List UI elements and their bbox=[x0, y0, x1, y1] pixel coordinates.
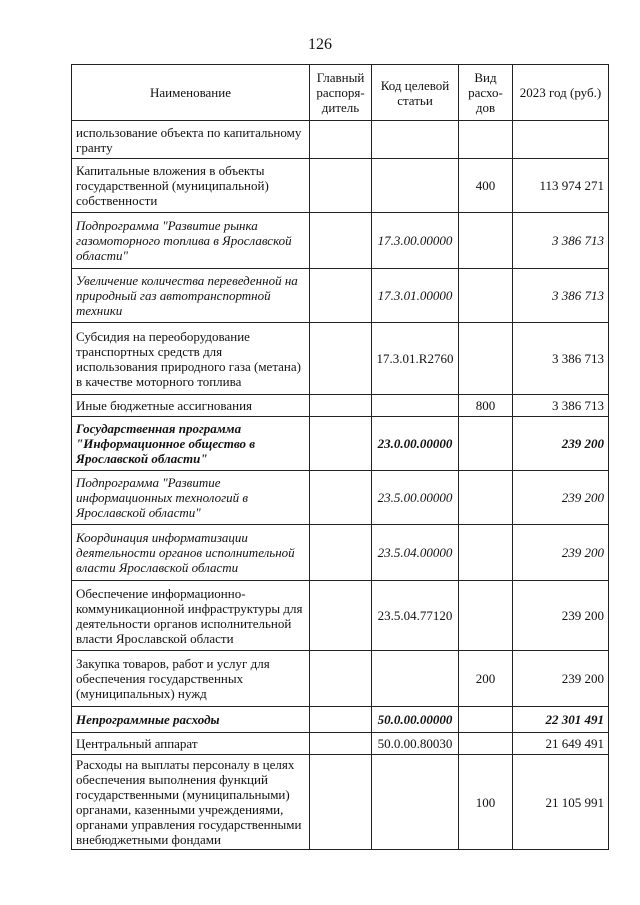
table-row bbox=[72, 581, 609, 651]
cell-main-manager bbox=[310, 581, 372, 651]
cell-amount bbox=[513, 121, 609, 159]
cell-target-code: 17.3.00.00000 bbox=[372, 213, 459, 269]
cell-main-manager bbox=[310, 159, 372, 213]
cell-expense-kind: 200 bbox=[459, 651, 513, 707]
cell-expense-kind bbox=[459, 213, 513, 269]
table-row bbox=[72, 651, 609, 707]
cell-target-code bbox=[372, 755, 459, 850]
cell-amount: 22 301 491 bbox=[513, 707, 609, 733]
cell-expense-kind bbox=[459, 525, 513, 581]
table-row bbox=[72, 417, 609, 471]
cell-amount: 239 200 bbox=[513, 581, 609, 651]
cell-name: Субсидия на переоборудование транспортных средств для использования природного газа (метана) в качестве моторного топлива bbox=[72, 323, 310, 395]
cell-name: Закупка товаров, работ и услуг для обеспечения государственных (муниципальных) нужд bbox=[72, 651, 310, 707]
cell-amount: 113 974 271 bbox=[513, 159, 609, 213]
cell-target-code: 23.5.04.77120 bbox=[372, 581, 459, 651]
cell-main-manager bbox=[310, 707, 372, 733]
cell-main-manager bbox=[310, 395, 372, 417]
cell-amount: 21 649 491 bbox=[513, 733, 609, 755]
table-row bbox=[72, 755, 609, 850]
cell-amount: 3 386 713 bbox=[513, 395, 609, 417]
cell-name: Подпрограмма "Развитие рынка газомоторного топлива в Ярославской области" bbox=[72, 213, 310, 269]
cell-amount: 239 200 bbox=[513, 651, 609, 707]
cell-amount: 239 200 bbox=[513, 417, 609, 471]
table-row bbox=[72, 121, 609, 159]
cell-target-code: 23.5.04.00000 bbox=[372, 525, 459, 581]
cell-name: Координация информатизации деятельности органов исполнительной власти Ярославской области bbox=[72, 525, 310, 581]
cell-amount: 3 386 713 bbox=[513, 213, 609, 269]
page-number: 126 bbox=[308, 36, 332, 53]
cell-amount: 239 200 bbox=[513, 525, 609, 581]
cell-name: Обеспечение информационно-коммуникационной инфраструктуры для деятельности органов исполнительной власти Ярославской области bbox=[72, 581, 310, 651]
cell-main-manager bbox=[310, 733, 372, 755]
cell-expense-kind: 100 bbox=[459, 755, 513, 850]
cell-main-manager bbox=[310, 269, 372, 323]
cell-expense-kind bbox=[459, 323, 513, 395]
cell-target-code: 17.3.01.R2760 bbox=[372, 323, 459, 395]
cell-name: Капитальные вложения в объекты государственной (муниципальной) собственности bbox=[72, 159, 310, 213]
header-name: Наименование bbox=[72, 65, 310, 121]
cell-expense-kind bbox=[459, 707, 513, 733]
table-row bbox=[72, 159, 609, 213]
cell-expense-kind bbox=[459, 269, 513, 323]
table-row bbox=[72, 707, 609, 733]
cell-main-manager bbox=[310, 651, 372, 707]
table-row bbox=[72, 395, 609, 417]
cell-target-code bbox=[372, 395, 459, 417]
cell-amount: 3 386 713 bbox=[513, 323, 609, 395]
table-row bbox=[72, 525, 609, 581]
cell-name: Государственная программа "Информационное общество в Ярославской области" bbox=[72, 417, 310, 471]
cell-target-code bbox=[372, 121, 459, 159]
cell-name: использование объекта по капитальному гранту bbox=[72, 121, 310, 159]
table-row bbox=[72, 471, 609, 525]
cell-target-code: 17.3.01.00000 bbox=[372, 269, 459, 323]
cell-main-manager bbox=[310, 471, 372, 525]
cell-target-code bbox=[372, 159, 459, 213]
table-row bbox=[72, 733, 609, 755]
cell-expense-kind bbox=[459, 581, 513, 651]
cell-name: Увеличение количества переведенной на природный газ автотранспортной техники bbox=[72, 269, 310, 323]
cell-name: Непрограммные расходы bbox=[72, 707, 310, 733]
cell-target-code: 50.0.00.80030 bbox=[372, 733, 459, 755]
cell-amount: 3 386 713 bbox=[513, 269, 609, 323]
cell-name: Центральный аппарат bbox=[72, 733, 310, 755]
cell-expense-kind: 400 bbox=[459, 159, 513, 213]
cell-amount: 239 200 bbox=[513, 471, 609, 525]
cell-expense-kind: 800 bbox=[459, 395, 513, 417]
cell-target-code bbox=[372, 651, 459, 707]
header-expense-kind: Вид расхо-дов bbox=[459, 65, 513, 121]
cell-main-manager bbox=[310, 323, 372, 395]
cell-name: Иные бюджетные ассигнования bbox=[72, 395, 310, 417]
cell-expense-kind bbox=[459, 471, 513, 525]
budget-table bbox=[71, 64, 609, 850]
cell-main-manager bbox=[310, 525, 372, 581]
header-target-code: Код целевой статьи bbox=[372, 65, 459, 121]
table-row bbox=[72, 323, 609, 395]
table-row bbox=[72, 213, 609, 269]
cell-main-manager bbox=[310, 417, 372, 471]
cell-name: Расходы на выплаты персоналу в целях обеспечения выполнения функций государственными (муниципальными) органами, казенными учреждениями, органами управления государственными внебюджетными фондами bbox=[72, 755, 310, 850]
cell-main-manager bbox=[310, 213, 372, 269]
table-header bbox=[72, 65, 609, 121]
cell-main-manager bbox=[310, 121, 372, 159]
cell-target-code: 23.0.00.00000 bbox=[372, 417, 459, 471]
table-body bbox=[72, 121, 609, 850]
cell-target-code: 23.5.00.00000 bbox=[372, 471, 459, 525]
header-amount: 2023 год (руб.) bbox=[513, 65, 609, 121]
cell-name: Подпрограмма "Развитие информационных технологий в Ярославской области" bbox=[72, 471, 310, 525]
cell-expense-kind bbox=[459, 417, 513, 471]
cell-target-code: 50.0.00.00000 bbox=[372, 707, 459, 733]
cell-amount: 21 105 991 bbox=[513, 755, 609, 850]
header-main-manager: Главный распоря-дитель bbox=[310, 65, 372, 121]
cell-expense-kind bbox=[459, 121, 513, 159]
cell-expense-kind bbox=[459, 733, 513, 755]
cell-main-manager bbox=[310, 755, 372, 850]
table-row bbox=[72, 269, 609, 323]
